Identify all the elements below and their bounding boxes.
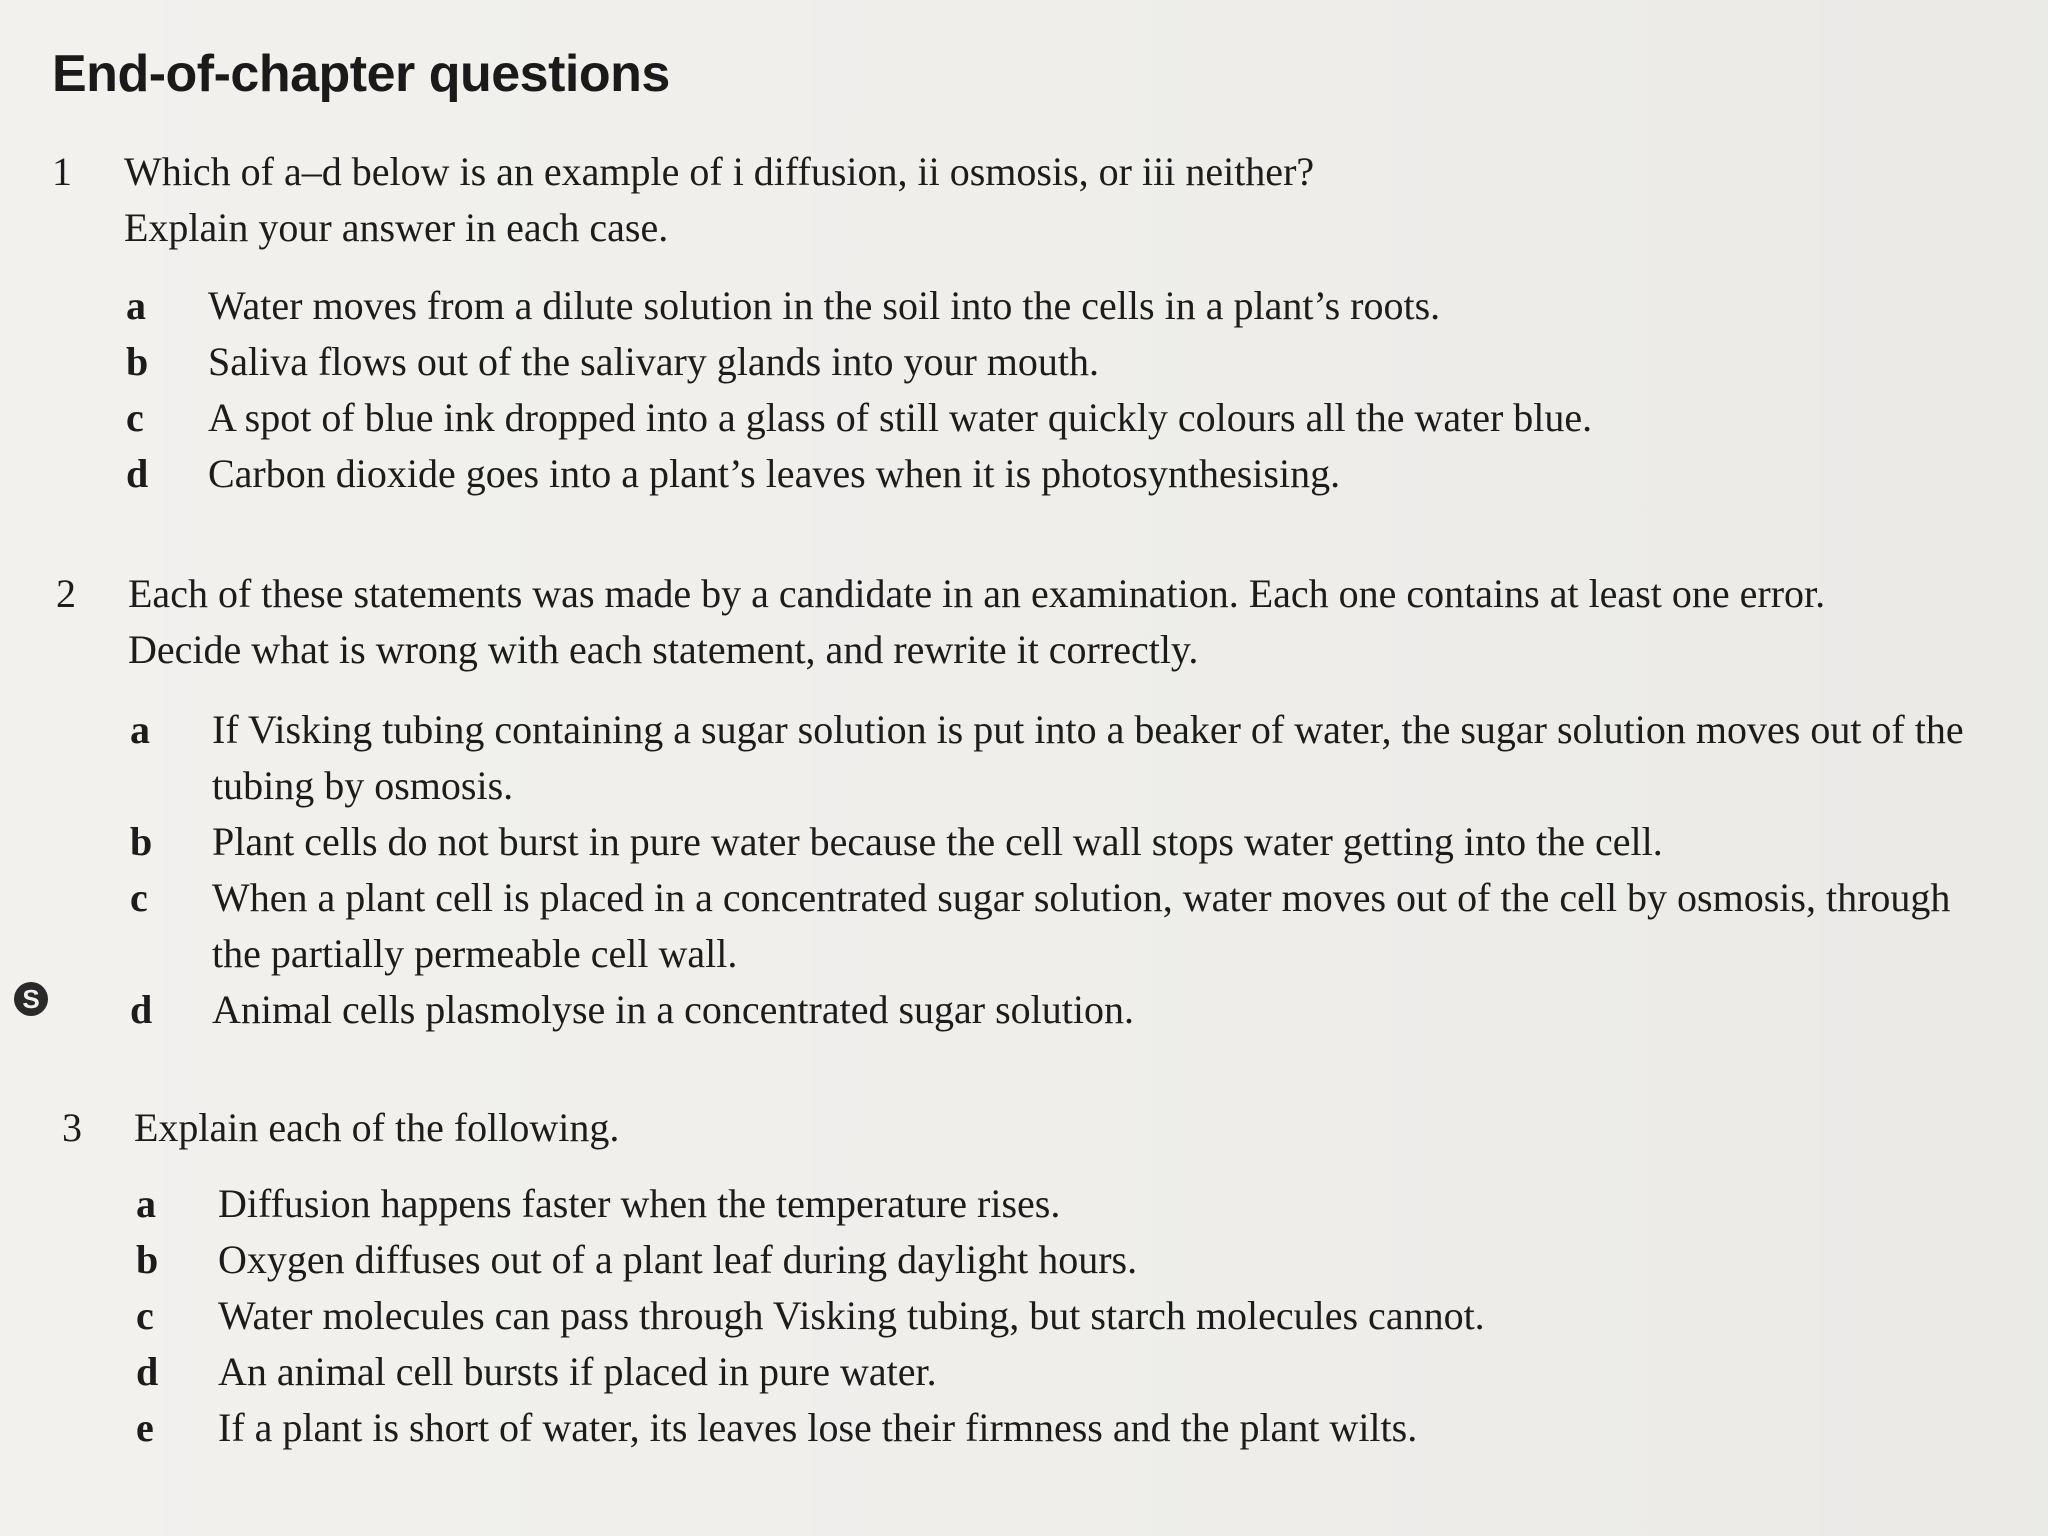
part-text: A spot of blue ink dropped into a glass of still water quickly colours all the water blue. [208, 395, 1593, 440]
question-prompt-line: Explain each of the following. [134, 1105, 620, 1150]
part-text: Carbon dioxide goes into a plant’s leaves when it is photosynthesising. [208, 451, 1341, 496]
question-3 [62, 1100, 1962, 1500]
question-part [126, 446, 1886, 502]
part-letter: b [130, 819, 153, 864]
part-letter: a [136, 1181, 156, 1226]
part-letter: c [136, 1293, 154, 1338]
part-text: If Visking tubing containing a sugar solution is put into a beaker of water, the sugar solution moves out of the tubing by osmosis. [212, 707, 1964, 808]
part-text: Diffusion happens faster when the temperature rises. [218, 1181, 1061, 1226]
part-text: Saliva flows out of the salivary glands into your mouth. [208, 339, 1099, 384]
part-letter: d [136, 1349, 159, 1394]
question-part [126, 390, 1886, 446]
question-1 [52, 144, 1952, 504]
question-part [126, 278, 1886, 334]
question-2 [56, 566, 2026, 1046]
part-letter: a [126, 283, 146, 328]
part-letter: a [130, 707, 150, 752]
question-prompt-line: Explain your answer in each case. [124, 205, 669, 250]
supplement-badge-icon: S [14, 982, 48, 1016]
part-letter: d [130, 987, 153, 1032]
question-prompt-line: Which of a–d below is an example of i diffusion, ii osmosis, or iii neither? [124, 149, 1315, 194]
part-letter: b [126, 339, 149, 384]
part-text: Animal cells plasmolyse in a concentrated sugar solution. [212, 987, 1134, 1032]
part-letter: c [126, 395, 144, 440]
part-letter: e [136, 1405, 154, 1450]
part-text: If a plant is short of water, its leaves lose their firmness and the plant wilts. [218, 1405, 1418, 1450]
question-part [130, 870, 2020, 982]
part-letter: b [136, 1237, 159, 1282]
page-title: End-of-chapter questions [52, 45, 670, 103]
part-text: An animal cell bursts if placed in pure water. [218, 1349, 937, 1394]
question-part [136, 1400, 1896, 1456]
question-part [136, 1288, 1896, 1344]
question-part [136, 1344, 1896, 1400]
question-parts [136, 1176, 1896, 1456]
question-part [130, 702, 2020, 814]
question-prompt-line: Each of these statements was made by a candidate in an examination. Each one contains at least one error. [128, 571, 1826, 616]
part-text: Plant cells do not burst in pure water because the cell wall stops water getting into the cell. [212, 819, 1663, 864]
part-text: Water molecules can pass through Visking tubing, but starch molecules cannot. [218, 1293, 1485, 1338]
question-part [136, 1232, 1896, 1288]
question-parts [130, 702, 2020, 1038]
question-parts [126, 278, 1886, 502]
question-number: 2 [56, 571, 76, 616]
question-part [126, 334, 1886, 390]
part-text: When a plant cell is placed in a concentrated sugar solution, water moves out of the cell by osmosis, through the partially permeable cell wall. [212, 875, 1951, 976]
question-part [136, 1176, 1896, 1232]
part-letter: d [126, 451, 149, 496]
part-letter: c [130, 875, 148, 920]
part-text: Oxygen diffuses out of a plant leaf during daylight hours. [218, 1237, 1138, 1282]
question-number: 1 [52, 149, 72, 194]
question-number: 3 [62, 1105, 82, 1150]
part-text: Water moves from a dilute solution in the soil into the cells in a plant’s roots. [208, 283, 1441, 328]
question-part [130, 982, 2020, 1038]
question-part [130, 814, 2020, 870]
question-prompt-line: Decide what is wrong with each statement, and rewrite it correctly. [128, 627, 1199, 672]
